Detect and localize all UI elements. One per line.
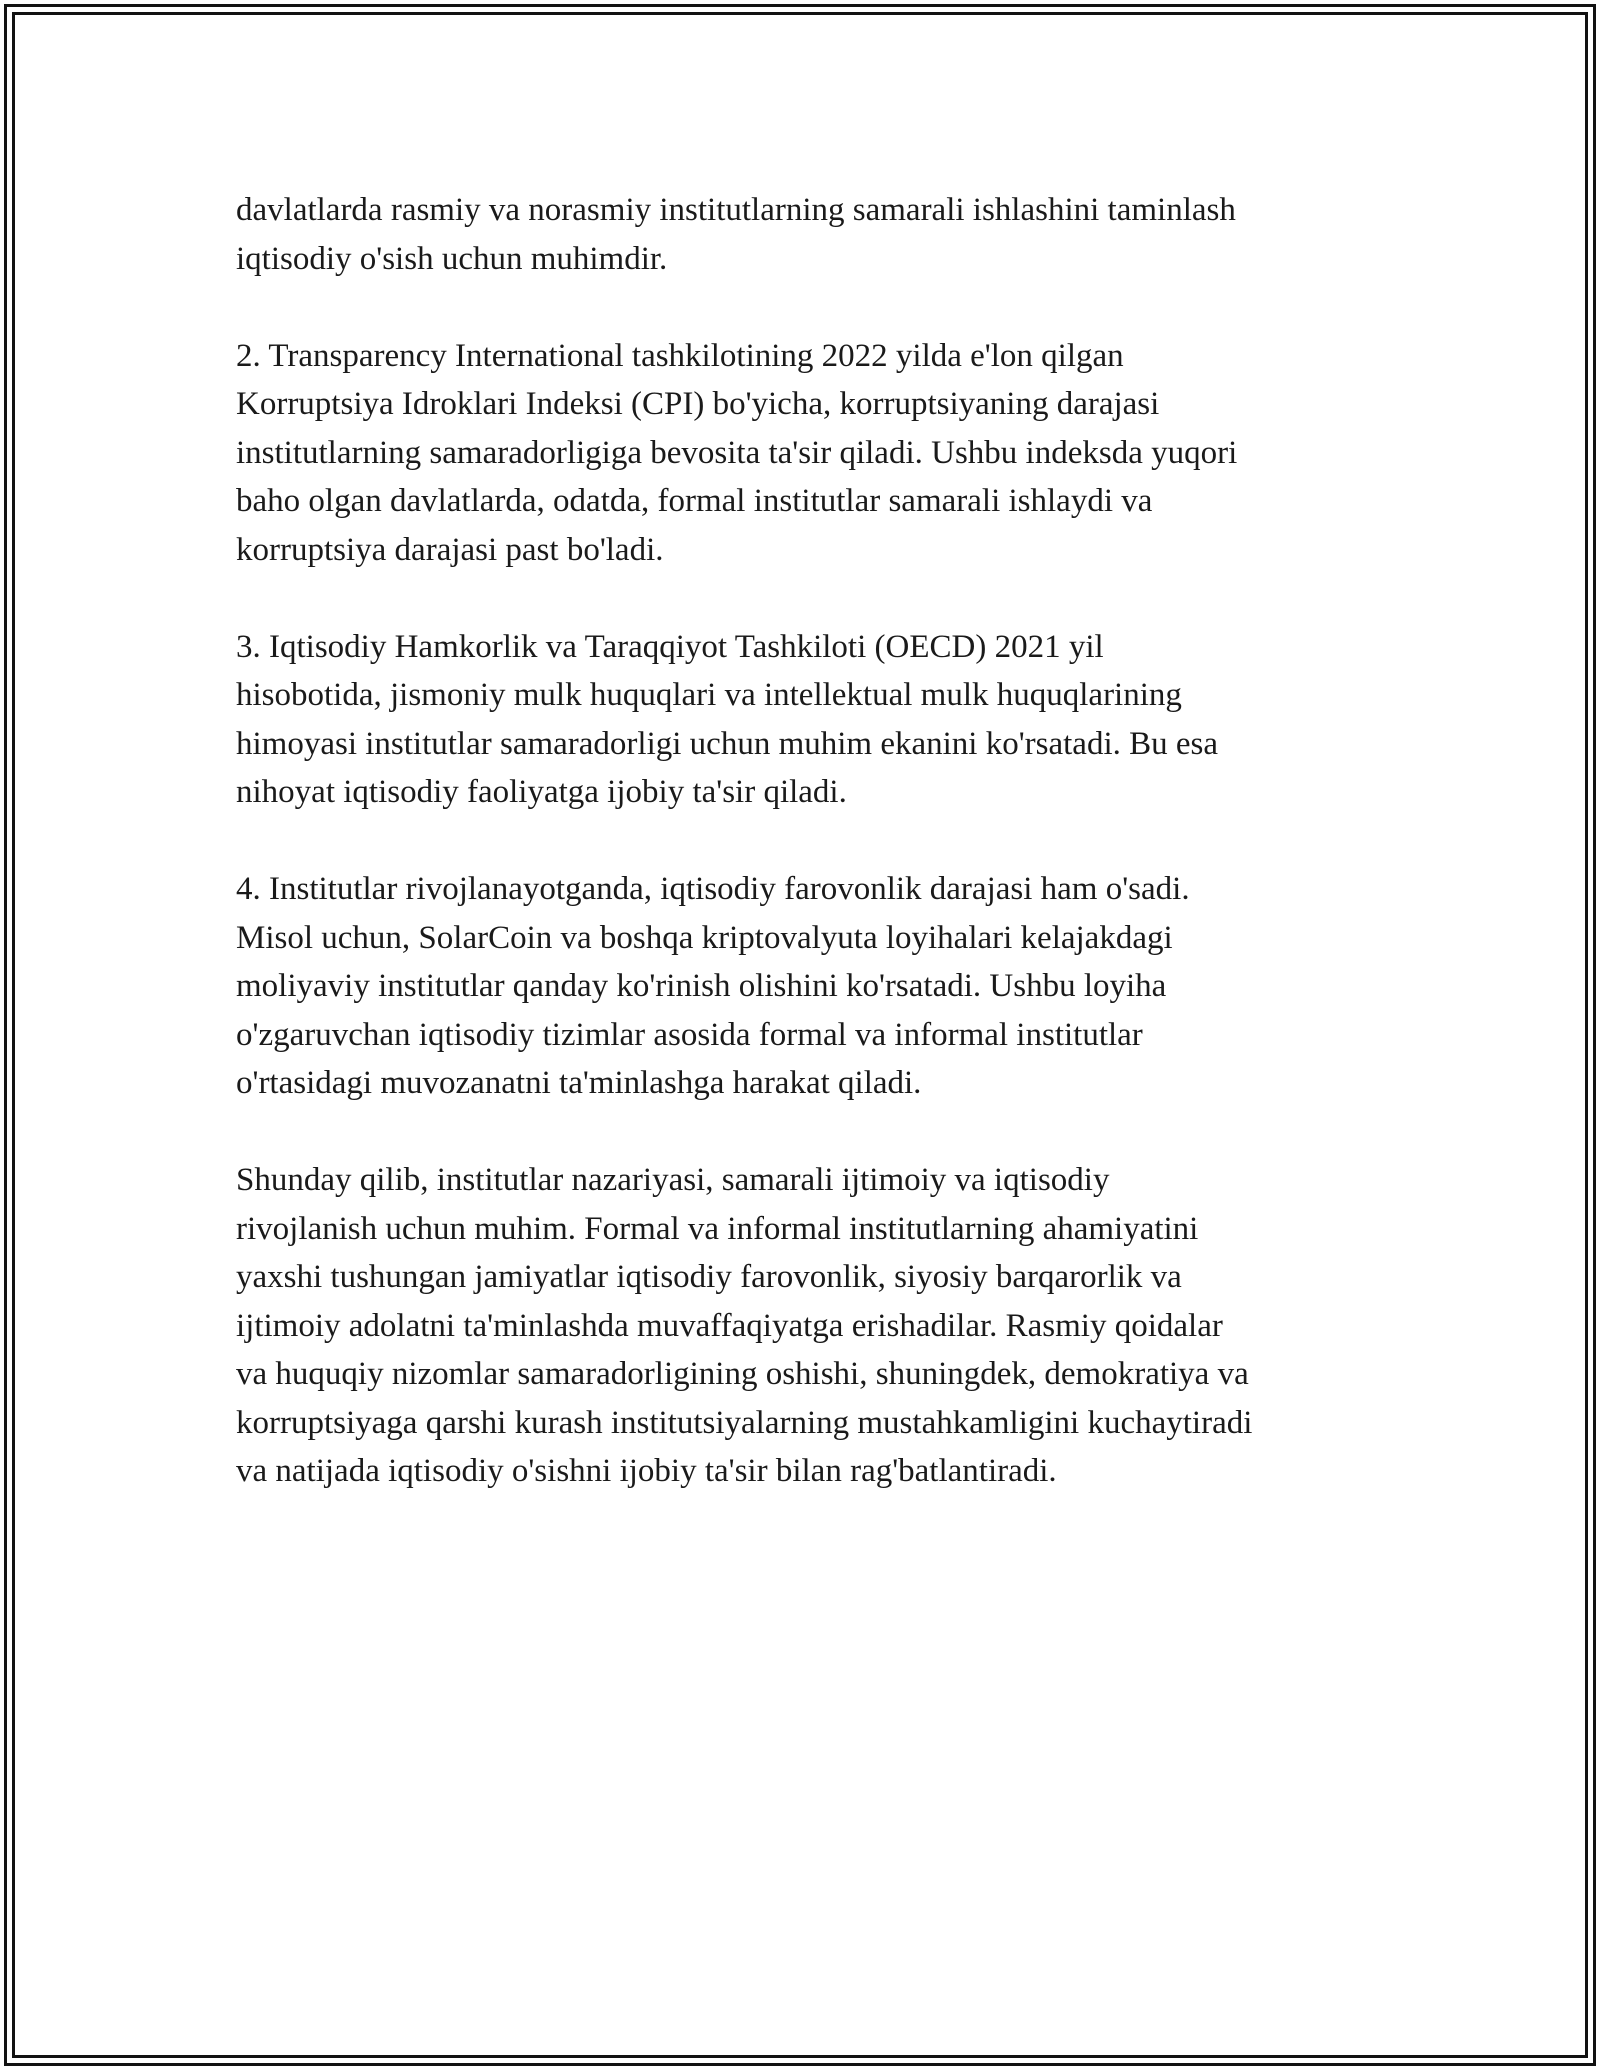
text-line: Misol uchun, SolarCoin va boshqa kriptovalyuta loyihalari kelajakdagi: [236, 919, 1173, 956]
text-line: ijtimoiy adolatni ta'minlashda muvaffaqiyatga erishadilar. Rasmiy qoidalar: [236, 1307, 1223, 1344]
paragraph-intro-continuation: [236, 186, 1386, 283]
paragraph-item-2: [236, 332, 1386, 575]
text-line: korruptsiyaga qarshi kurash institutsiyalarning mustahkamligini kuchaytiradi: [236, 1404, 1253, 1441]
text-line: rivojlanish uchun muhim. Formal va informal institutlarning ahamiyatini: [236, 1210, 1199, 1247]
text-line: moliyaviy institutlar qanday ko'rinish olishini ko'rsatadi. Ushbu loyiha: [236, 968, 1167, 1004]
text-line: Korruptsiya Idroklari Indeksi (CPI) bo'yicha, korruptsiyaning darajasi: [236, 386, 1160, 422]
text-line: nihoyat iqtisodiy faoliyatga ijobiy ta'sir qiladi.: [236, 774, 847, 810]
text-line: 4. Institutlar rivojlanayotganda, iqtisodiy farovonlik darajasi ham o'sadi.: [236, 871, 1190, 907]
text-line: korruptsiya darajasi past bo'ladi.: [236, 531, 664, 568]
text-line: o'zgaruvchan iqtisodiy tizimlar asosida formal va informal institutlar: [236, 1016, 1143, 1053]
text-line: 3. Iqtisodiy Hamkorlik va Taraqqiyot Tashkiloti (OECD) 2021 yil: [236, 628, 1104, 665]
text-line: institutlarning samaradorligiga bevosita ta'sir qiladi. Ushbu indeksda yuqori: [236, 434, 1238, 471]
paragraph-item-4: [236, 865, 1386, 1108]
text-line: Shunday qilib, institutlar nazariyasi, samarali ijtimoiy va iqtisodiy: [236, 1162, 1110, 1198]
text-line: o'rtasidagi muvozanatni ta'minlashga harakat qiladi.: [236, 1065, 922, 1101]
text-line: himoyasi institutlar samaradorligi uchun muhim ekanini ko'rsatadi. Bu esa: [236, 725, 1219, 762]
paragraph-item-3: [236, 623, 1386, 817]
text-line: yaxshi tushungan jamiyatlar iqtisodiy farovonlik, siyosiy barqarorlik va: [236, 1259, 1182, 1295]
document-body: [236, 186, 1386, 1544]
text-line: va huquqiy nizomlar samaradorligining oshishi, shuningdek, demokratiya va: [236, 1356, 1249, 1392]
text-line: baho olgan davlatlarda, odatda, formal institutlar samarali ishlaydi va: [236, 483, 1153, 519]
text-line: hisobotida, jismoniy mulk huquqlari va intellektual mulk huquqlarining: [236, 677, 1182, 713]
text-line: iqtisodiy o'sish uchun muhimdir.: [236, 240, 668, 277]
text-line: 2. Transparency International tashkilotining 2022 yilda e'lon qilgan: [236, 337, 1124, 374]
text-line: va natijada iqtisodiy o'sishni ijobiy ta'sir bilan rag'batlantiradi.: [236, 1453, 1057, 1489]
text-line: davlatlarda rasmiy va norasmiy institutlarning samarali ishlashini taminlash: [236, 192, 1236, 228]
paragraph-conclusion: [236, 1156, 1386, 1496]
